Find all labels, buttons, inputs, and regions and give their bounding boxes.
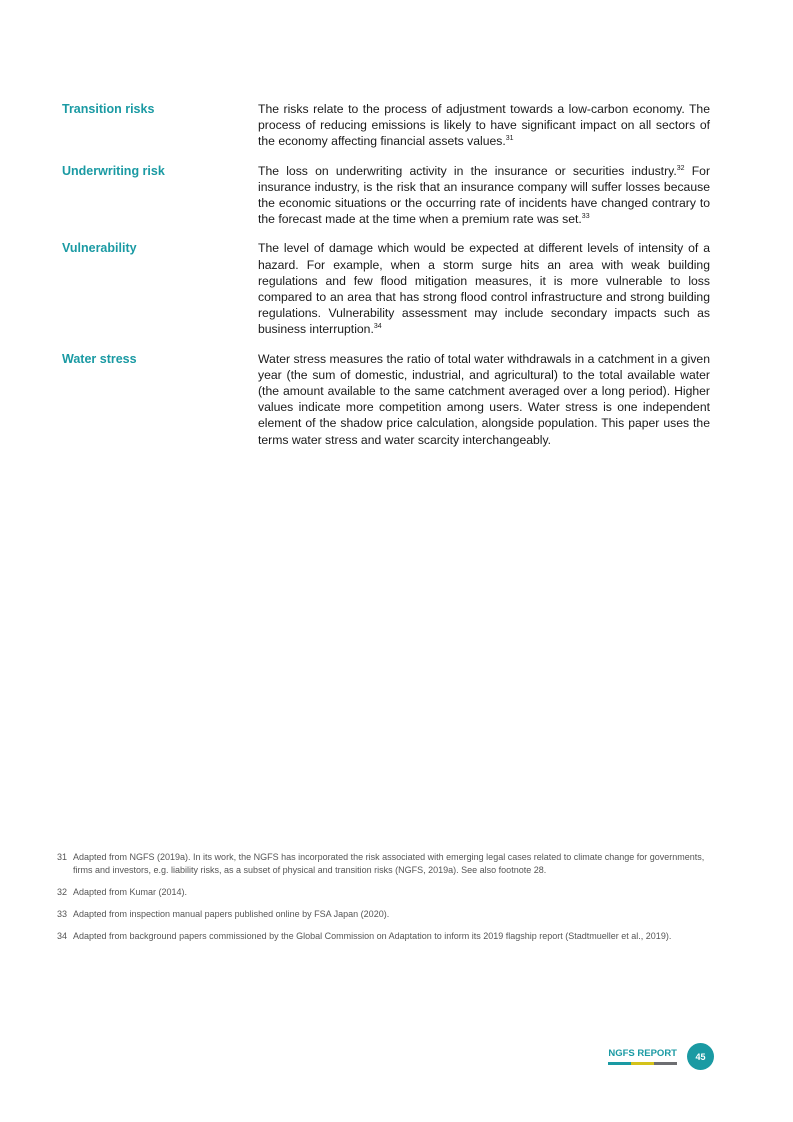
footnote-ref-32[interactable]: 32 — [676, 164, 685, 172]
definition-text-part1: The loss on underwriting activity in the insurance or securities industry. — [258, 163, 677, 178]
definition-underwriting-risk — [258, 163, 710, 228]
footnote-32 — [57, 886, 717, 899]
color-bar-grey — [654, 1062, 677, 1065]
footnote-ref-34[interactable]: 34 — [373, 323, 382, 331]
term-underwriting-risk: Underwriting risk — [62, 163, 165, 178]
glossary-entry-vulnerability — [62, 240, 710, 337]
footnotes — [57, 851, 717, 952]
definition-text: The risks relate to the process of adjustment towards a low-carbon economy. The process of reducing emissions is likely to have significant impact on all sectors of the economy affecting financial assets values. — [258, 102, 710, 149]
glossary-entry-water-stress — [62, 351, 710, 448]
footnote-text: Adapted from inspection manual papers published online by FSA Japan (2020). — [73, 909, 390, 919]
footnote-34 — [57, 930, 717, 943]
definition-water-stress — [258, 351, 710, 448]
color-bars — [608, 1062, 677, 1065]
report-label — [608, 1048, 677, 1065]
term-vulnerability: Vulnerability — [62, 241, 137, 256]
footnote-ref-31[interactable]: 31 — [505, 135, 514, 143]
footnote-text: Adapted from background papers commissioned by the Global Commission on Adaptation to inform its 2019 flagship report (Stadtmueller et al., 2019). — [73, 931, 672, 941]
footnote-number: 31 — [57, 852, 68, 862]
glossary — [62, 101, 710, 461]
definition-vulnerability — [258, 240, 710, 337]
footnote-number: 34 — [57, 931, 68, 941]
footnote-text: Adapted from Kumar (2014). — [73, 887, 188, 897]
color-bar-yellow — [631, 1062, 654, 1065]
footnote-text: Adapted from NGFS (2019a). In its work, the NGFS has incorporated the risk associated with emerging legal cases related to climate change for governments, firms and investors, e.g. liability risks, as a subset of physical and transition risks (NGFS, 2019a). See also footnote 28. — [73, 852, 705, 875]
footnote-33 — [57, 908, 717, 921]
term-water-stress: Water stress — [62, 351, 137, 366]
report-label-text: NGFS REPORT — [608, 1048, 677, 1059]
definition-text: The level of damage which would be expected at different levels of intensity of a hazard. For example, when a storm surge hits an area with weak building regulations and few flood mitigation measures, it is more vulnerable to loss compared to an area that has strong flood control infrastructure and strong building regulations. Vulnerability assessment may include secondary impacts such as business interruption. — [258, 241, 710, 337]
page-number: 45 — [687, 1043, 714, 1070]
definition-transition-risks — [258, 101, 710, 150]
color-bar-teal — [608, 1062, 631, 1065]
glossary-entry-underwriting-risk — [62, 163, 710, 228]
footnote-number: 32 — [57, 887, 68, 897]
page-footer — [608, 1043, 714, 1070]
footnote-number: 33 — [57, 909, 68, 919]
definition-text-part2: For insurance industry, is the risk that an insurance company will suffer losses because the economic situations or the occurring rate of incidents have changed contrary to the forecast made at the time when a premium rate was set. — [258, 163, 711, 227]
term-transition-risks: Transition risks — [62, 102, 155, 116]
footnote-31 — [57, 851, 717, 877]
definition-text: Water stress measures the ratio of total water withdrawals in a catchment in a given year (the sum of domestic, industrial, and agricultural) to the total available water (the amount available to the same catchment averaged over a long period). Higher values indicate more competition among users. Water stress is one independent element of the shadow price calculation, alongside population. This paper uses the terms water stress and water scarcity interchangeably. — [258, 351, 710, 447]
glossary-entry-transition-risks — [62, 101, 710, 150]
footnote-ref-33[interactable]: 33 — [581, 213, 590, 221]
